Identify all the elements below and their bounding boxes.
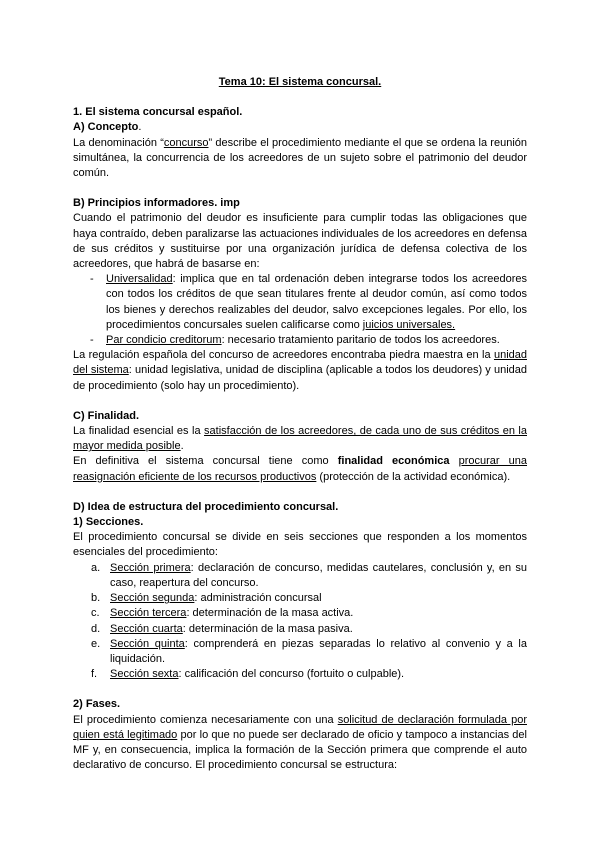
subheading-secciones: 1) Secciones. (73, 516, 144, 529)
list-item: f. Sección sexta: calificación del concurso (fortuito o culpable). (91, 668, 405, 681)
document-title: Tema 10: El sistema concursal. (218, 76, 382, 88)
principios-list (73, 272, 527, 348)
finalidad-paragraph-2: En definitiva el sistema concursal tiene como finalidad económica procurar una reasignación eficiente de los recursos productivos (protección de la actividad económica). (73, 455, 528, 483)
section-heading-1: 1. El sistema concursal español. (73, 106, 243, 119)
secciones-paragraph: El procedimiento concursal se divide en seis secciones que responden a los momentos esenciales del procedimiento: (73, 531, 527, 559)
list-item: b. Sección segunda: administración concursal (91, 592, 322, 605)
principios-paragraph: Cuando el patrimonio del deudor es insuficiente para cumplir todas las obligaciones que haya contraído, deben paralizarse las actuaciones individuales de los acreedores en defensa de sus créditos y sustituirse por una organización jurídica de defensa colectiva de los acreedores, que habrá de basarse en: (73, 212, 527, 271)
list-item: - Universalidad: implica que en tal ordenación deben integrarse todos los acreedores con todos los créditos de que sean titulares frente al deudor común, así como todos los bienes y derechos realizables del deudor, salvo excepciones legales. Por ello, los procedimientos concursales suelen calificarse como juicios universales. (106, 272, 527, 333)
fases-paragraph: El procedimiento comienza necesariamente con una solicitud de declaración formulada por quien está legitimado por lo que no puede ser declarado de oficio y tampoco a instancias del MF y, en consecuencia, implica la formación de la Sección primera que comprende el auto declarativo de concurso. El procedimiento concursal se estructura: (73, 713, 527, 772)
list-item: - Par condicio creditorum: necesario tratamiento paritario de todos los acreedores. (106, 333, 527, 348)
concepto-paragraph: La denominación “concurso” describe el procedimiento mediante el que se ordena la reunión simultánea, la concurrencia de los acreedores de un sujeto sobre el patrimonio del deudor común. (73, 136, 527, 180)
subheading-finalidad: C) Finalidad. (73, 409, 139, 422)
secciones-list (73, 561, 527, 683)
subheading-principios: B) Principios informadores. imp (73, 197, 240, 210)
list-item: a. Sección primera: declaración de concurso, medidas cautelares, conclusión y, en su caso, reapertura del concurso. (91, 561, 528, 589)
unidad-paragraph: La regulación española del concurso de acreedores encontraba piedra maestra en la unidad del sistema: unidad legislativa, unidad de disciplina (aplicable a todos los deudores) y unidad de procedimiento (solo hay un procedimiento). (73, 349, 527, 392)
subheading-estructura: D) Idea de estructura del procedimiento concursal. (73, 500, 339, 513)
list-item: e. Sección quinta: comprenderá en piezas separadas lo relativo al convenio y a la liquidación. (91, 637, 527, 665)
subheading-concepto: A) Concepto. (73, 121, 142, 134)
list-item: d. Sección cuarta: determinación de la masa pasiva. (91, 622, 353, 635)
finalidad-paragraph-1: La finalidad esencial es la satisfacción de los acreedores, de cada uno de sus créditos en la mayor medida posible. (73, 425, 527, 453)
list-item: c. Sección tercera: determinación de la masa activa. (91, 607, 354, 620)
subheading-fases: 2) Fases. (73, 698, 121, 711)
